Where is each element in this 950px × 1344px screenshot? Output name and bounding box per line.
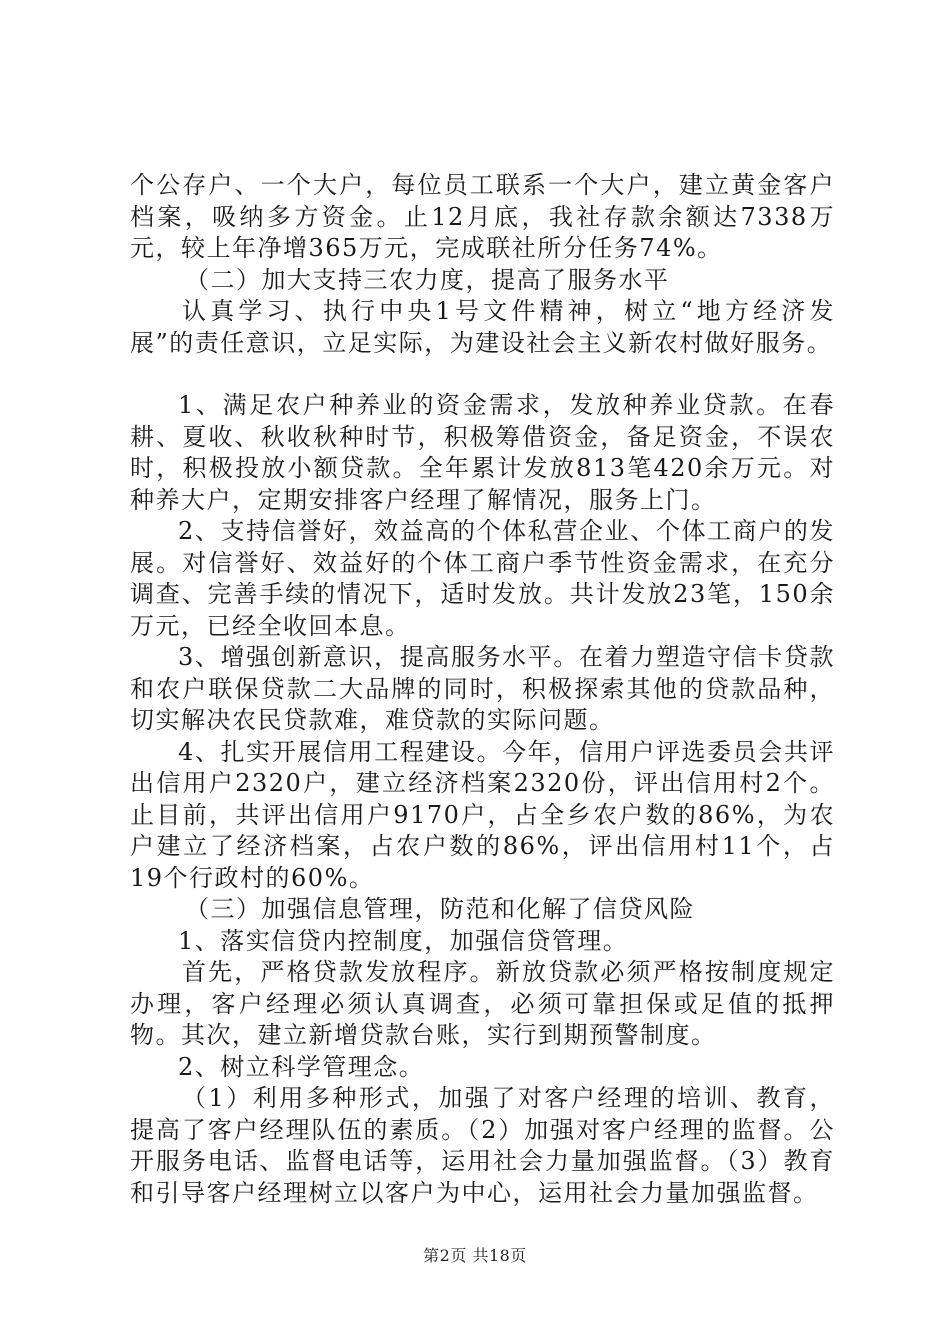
paragraph-manager-training: （1）利用多种形式，加强了对客户经理的培训、教育，提高了客户经理队伍的素质。（2）加强对客户经理的监督。公开服务电话、监督电话等，运用社会力量加强监督。（3）教育和引导客户经理树立以客户为中心，运用社会力量加强监督。 — [130, 1084, 835, 1207]
paragraph-section-2-intro: 认真学习、执行中央1号文件精神，树立“地方经济发展”的责任意识，立足实际，为建设社会主义新农村做好服务。 — [130, 297, 835, 357]
paragraph-item-4: 4、扎实开展信用工程建设。今年，信用户评选委员会共评出信用户2320户，建立经济档案2320份，评出信用村2个。止目前，共评出信用户9170户，占全乡农户数的86%，为农户建立了经济档案，占农户数的86%，评出信用村11个，占19个行政村的60%。 — [130, 737, 835, 892]
paragraph-deposit-summary: 个公存户、一个大户，每位员工联系一个大户，建立黄金客户档案，吸纳多方资金。止12月底，我社存款余额达7338万元，较上年净增365万元，完成联社所分任务74%。 — [130, 171, 835, 262]
section-heading-3: （三）加强信息管理，防范和化解了信贷风险 — [185, 895, 695, 923]
paragraph-item-2: 2、支持信誉好，效益高的个体私营企业、个体工商户的发展。对信誉好、效益好的个体工商户季节性资金需求，在充分调查、完善手续的情况下，适时发放。共计发放23笔，150余万元，已经全收回本息。 — [130, 517, 835, 640]
paragraph-sub-item-1: 1、落实信贷内控制度，加强信贷管理。 — [178, 926, 629, 955]
paragraph-sub-item-2: 2、树立科学管理念。 — [178, 1052, 425, 1081]
paragraph-item-1: 1、满足农户种养业的资金需求，发放种养业贷款。在春耕、夏收、秋收秋种时节，积极筹借资金，备足资金，不误农时，积极投放小额贷款。全年累计发放813笔420余万元。对种养大户，定期安排客户经理了解情况，服务上门。 — [130, 391, 835, 514]
paragraph-item-3: 3、增强创新意识，提高服务水平。在着力塑造守信卡贷款和农户联保贷款二大品牌的同时，积极探索其他的贷款品种，切实解决农民贷款难，难贷款的实际问题。 — [130, 643, 835, 734]
document-body — [130, 170, 835, 1209]
section-heading-2: （二）加大支持三农力度，提高了服务水平 — [185, 265, 670, 294]
paragraph-loan-procedure: 首先，严格贷款发放程序。新放贷款必须严格按制度规定办理，客户经理必须认真调查，必须可靠担保或足值的抵押物。其次，建立新增贷款台账，实行到期预警制度。 — [130, 958, 835, 1049]
page-number-footer: 第2页 共18页 — [423, 1246, 527, 1265]
